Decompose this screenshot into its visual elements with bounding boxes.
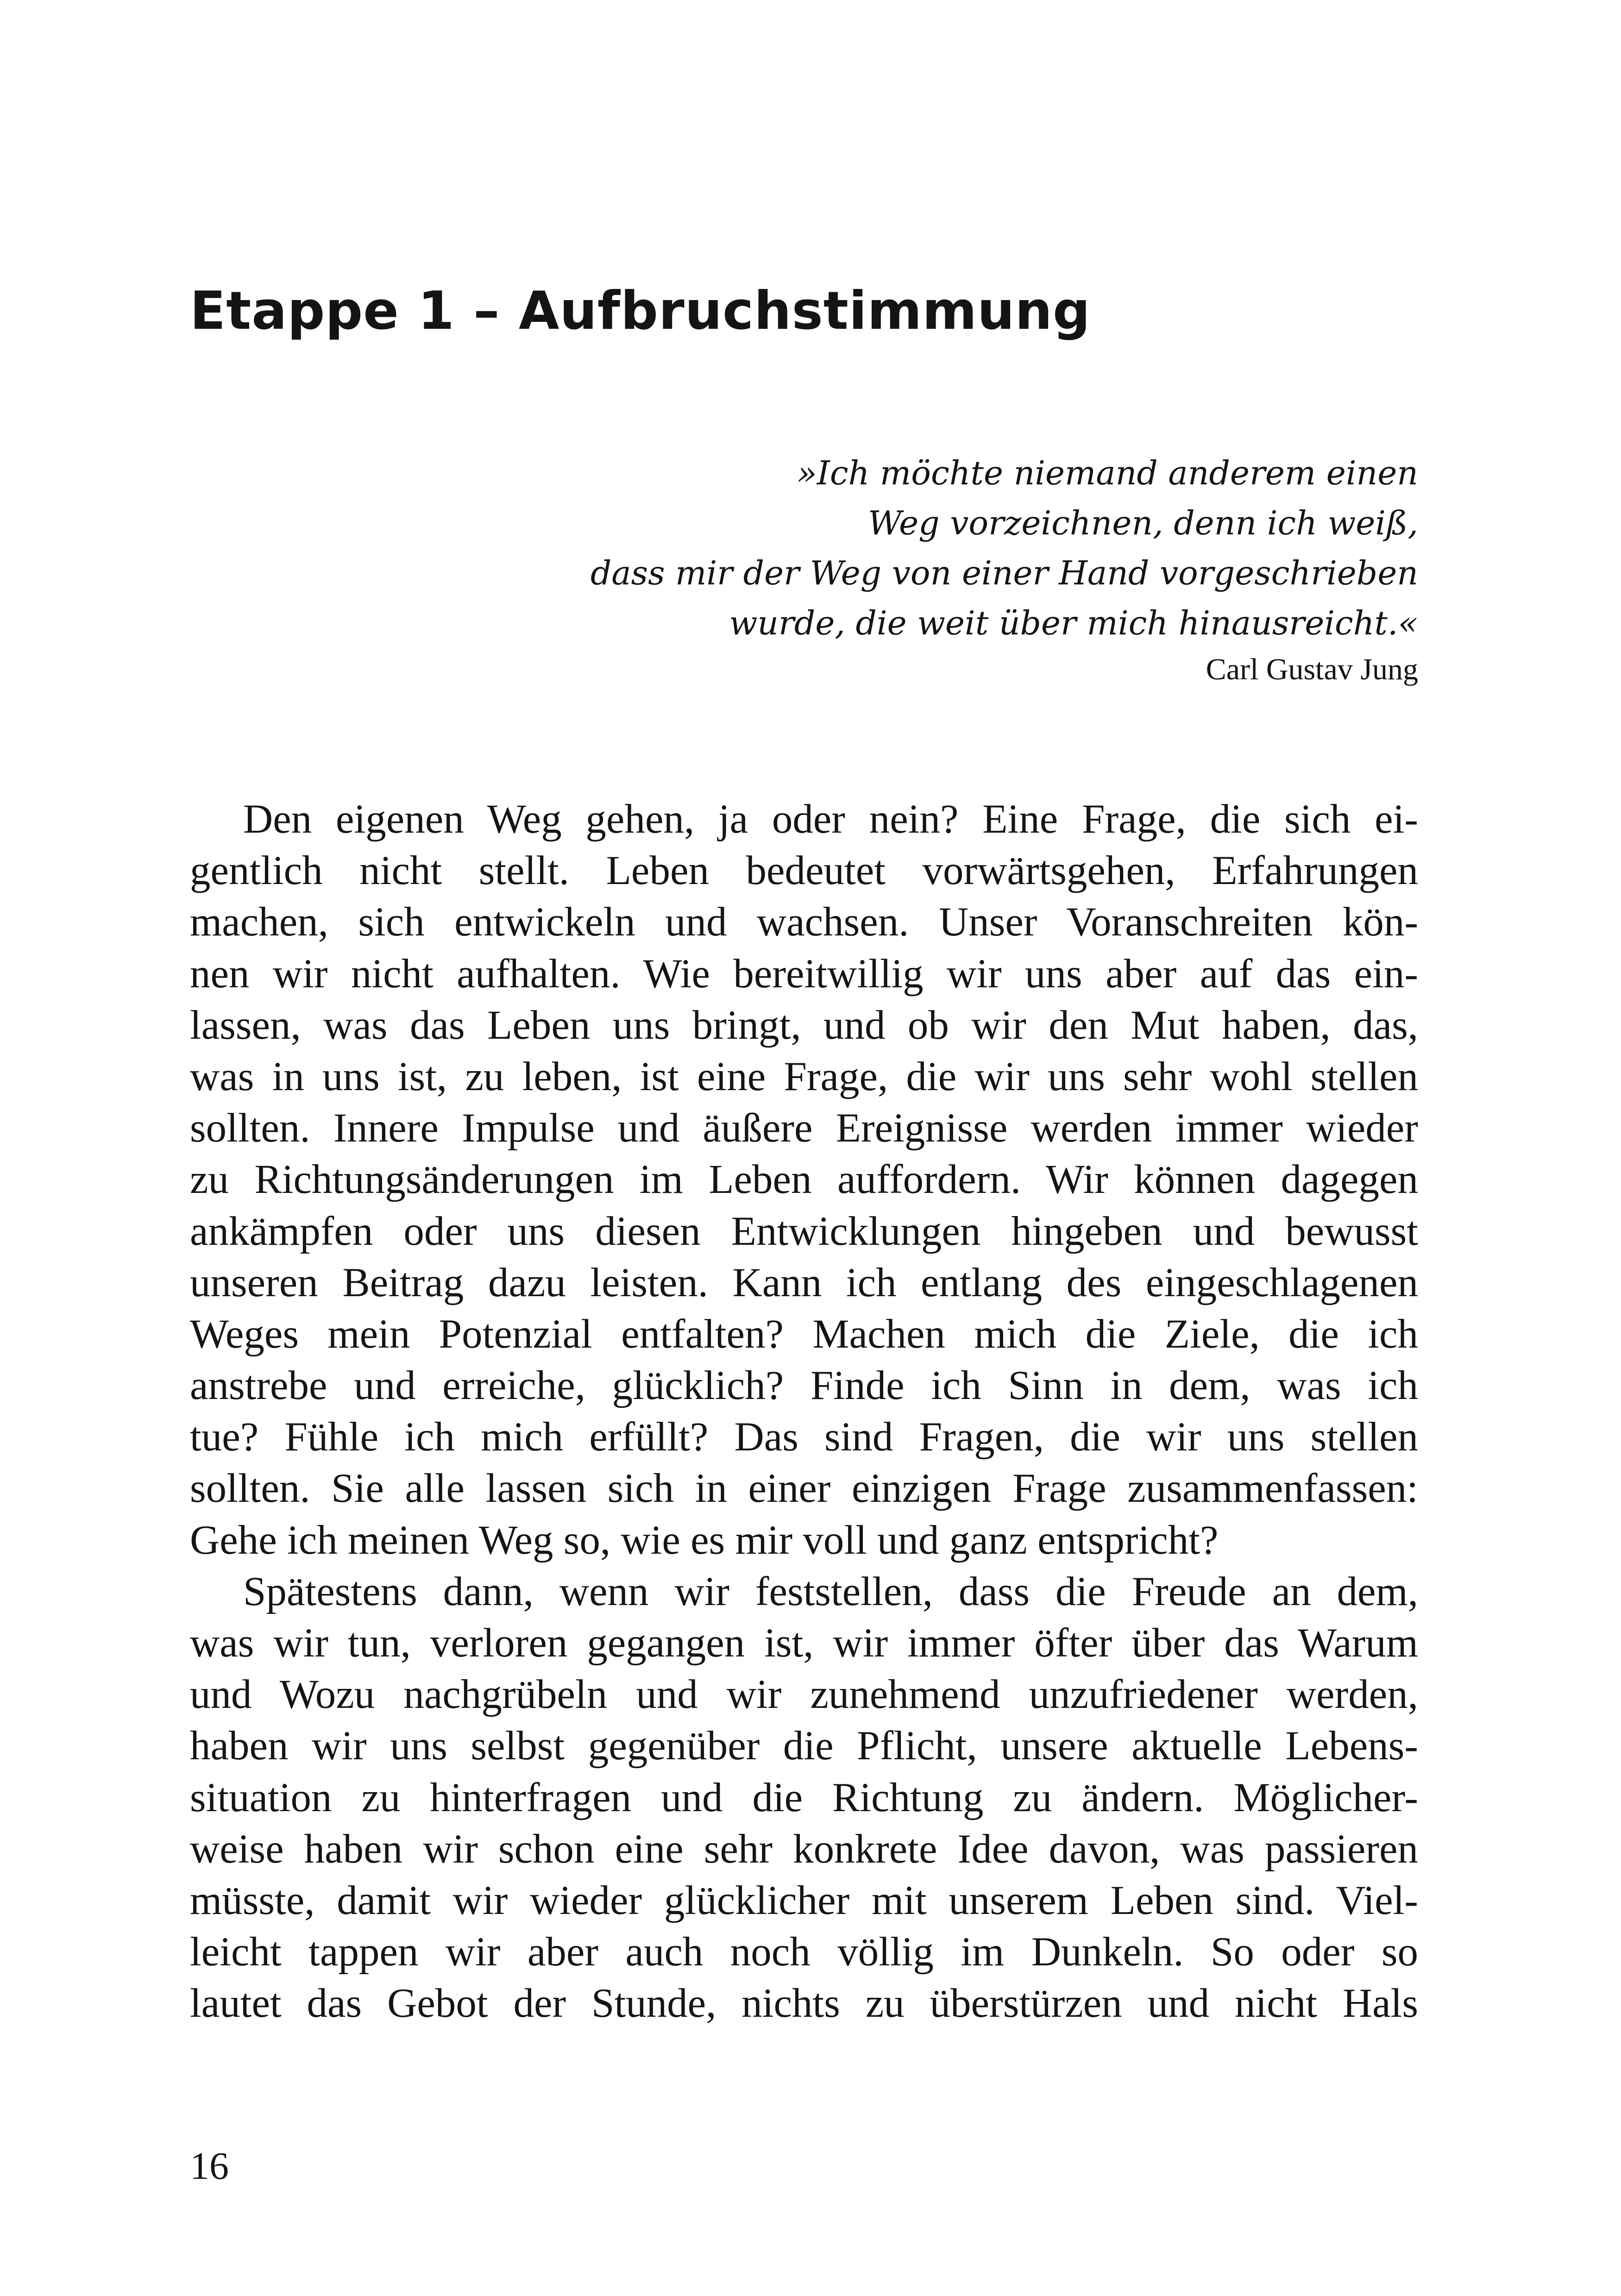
text-line: gentlich nicht stellt. Leben bedeutet vorwärtsgehen, Erfahrungen [190,848,1418,894]
text-line: ankämpfen oder uns diesen Entwicklungen hingeben und bewusst [190,1208,1418,1254]
text-line: haben wir uns selbst gegenüber die Pflicht, unsere aktuelle Lebens- [190,1723,1418,1769]
text-line: unseren Beitrag dazu leisten. Kann ich entlang des eingeschlagenen [190,1260,1418,1305]
text-line: leicht tappen wir aber auch noch völlig im Dunkeln. So oder so [190,1929,1418,1975]
text-line: sollten. Innere Impulse und äußere Ereignisse werden immer wieder [190,1105,1418,1151]
text-line: anstrebe und erreiche, glücklich? Finde ich Sinn in dem, was ich [190,1363,1418,1409]
text-line: nen wir nicht aufhalten. Wie bereitwillig wir uns aber auf das ein- [190,951,1418,997]
text-line: machen, sich entwickeln und wachsen. Unser Voranschreiten kön- [190,899,1418,945]
body-text [190,794,1418,2030]
text-line: situation zu hinterfragen und die Richtung zu ändern. Möglicher- [190,1775,1418,1820]
chapter-heading: Etappe 1 – Aufbruchstimmung [190,280,1091,341]
text-line: Weges mein Potenzial entfalten? Machen mich die Ziele, die ich [190,1311,1418,1357]
epigraph [492,448,1418,689]
text-line: weise haben wir schon eine sehr konkrete Idee davon, was passieren [190,1826,1418,1872]
epigraph-line: »Ich möchte niemand anderem einen [797,454,1418,492]
epigraph-line: Weg vorzeichnen, denn ich weiß, [867,504,1418,542]
text-line: und Wozu nachgrübeln und wir zunehmend unzufriedener werden, [190,1672,1418,1718]
paragraph-1 [190,794,1418,1566]
text-line: lautet das Gebot der Stunde, nichts zu überstürzen und nicht Hals [190,1981,1418,2026]
text-line: Den eigenen Weg gehen, ja oder nein? Eine Frage, die sich ei- [243,797,1418,842]
text-line: müsste, damit wir wieder glücklicher mit unserem Leben sind. Viel- [190,1877,1418,1923]
text-line: was in uns ist, zu leben, ist eine Frage, die wir uns sehr wohl stellen [190,1054,1418,1099]
epigraph-line: wurde, die weit über mich hinausreicht.« [729,604,1418,642]
epigraph-author: Carl Gustav Jung [1206,652,1418,686]
text-line: zu Richtungsänderungen im Leben auffordern. Wir können dagegen [190,1157,1418,1203]
text-line: sollten. Sie alle lassen sich in einer einzigen Frage zusammenfassen: [190,1466,1418,1512]
text-line: Gehe ich meinen Weg so, wie es mir voll und ganz entspricht? [190,1517,1219,1563]
paragraph-2 [190,1566,1418,2030]
text-line: lassen, was das Leben uns bringt, und ob wir den Mut haben, das, [190,1002,1418,1048]
page-number: 16 [190,2145,229,2188]
text-line: was wir tun, verloren gegangen ist, wir immer öfter über das Warum [190,1620,1418,1666]
text-line: Spätestens dann, wenn wir feststellen, dass die Freude an dem, [243,1568,1418,1614]
epigraph-line: dass mir der Weg von einer Hand vorgeschrieben [590,554,1418,592]
text-line: tue? Fühle ich mich erfüllt? Das sind Fragen, die wir uns stellen [190,1414,1418,1460]
